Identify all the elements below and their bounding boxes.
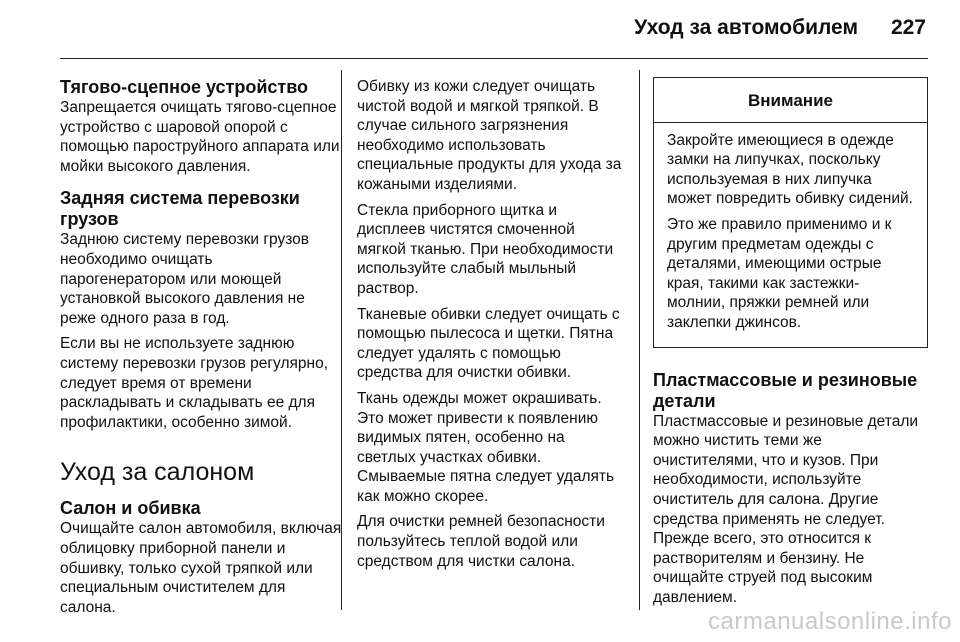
heading-interior-care: Уход за салоном [60, 458, 255, 487]
page-header [60, 0, 928, 59]
paragraph-clothing: Ткань одежды может окрашивать. Это может привести к появлению видимых пятен, особенно на светлых участках обивки. Смываемые пятна следует удалять как можно скорее. [357, 389, 615, 505]
column-2 [357, 77, 627, 577]
column-1 [60, 77, 342, 623]
paragraph-rear-carrier-2: Если вы не используете заднюю систему перевозки грузов регулярно, следует время от времени раскладывать и складывать ее для профилактики, особенно зимой. [60, 335, 328, 431]
notice-box [653, 77, 928, 348]
paragraph-rear-carrier-1: Заднюю систему перевозки грузов необходимо очищать парогенератором или моющей установкой высокого давления не реже одного раза в год. [60, 231, 309, 327]
paragraph-seatbelts: Для очистки ремней безопасности пользуйтесь теплой водой или средством для чистки салона. [357, 513, 605, 570]
watermark: carmanualsonline.info [708, 608, 952, 635]
heading-cabin-upholstery: Салон и обивка [60, 498, 201, 519]
column-divider [639, 70, 640, 610]
notice-body [654, 123, 927, 347]
heading-tow-hitch: Тягово-сцепное устройство [60, 77, 309, 97]
notice-paragraph-1: Закройте имеющиеся в одежде замки на липучках, поскольку используемая в них липучка может повредить обивку сидений. [667, 131, 913, 208]
heading-rear-carrier: Задняя система перевозки грузов [60, 188, 300, 230]
paragraph-leather: Обивку из кожи следует очищать чистой водой и мягкой тряпкой. В случае сильного загрязнения необходимо использовать специальные продукты для ухода за кожаными изделиями. [357, 78, 622, 193]
heading-plastic-rubber: Пластмассовые и резиновые детали [653, 369, 918, 411]
notice-paragraph-2: Это же правило применимо и к другим предметам одежды с деталями, имеющими острые края, такими как застежки-молнии, пряжки ремней или заклепки джинсов. [667, 215, 892, 331]
page-number: 227 [890, 16, 926, 39]
section-title: Уход за автомобилем [634, 16, 858, 39]
column-3 [653, 77, 928, 613]
paragraph-cabin: Очищайте салон автомобиля, включая облицовку приборной панели и обшивку, только сухой тряпкой или специальным очистителем для салона. [60, 520, 342, 616]
paragraph-tow-hitch: Запрещается очищать тягово-сцепное устройство с шаровой опорой с помощью пароструйного аппарата или мойки высокого давления. [60, 99, 340, 175]
notice-title: Внимание [654, 78, 927, 123]
paragraph-plastic-rubber: Пластмассовые и резиновые детали можно чистить теми же очистителями, что и кузов. При необходимости, используйте очиститель для салона. Другие средства применять не следует. Прежде всего, это относится к растворителям и бензину. Не очищайте струей под высоким давлением. [653, 412, 919, 606]
paragraph-fabric: Тканевые обивки следует очищать с помощью пылесоса и щетки. Пятна следует удалять с помощью средства для очистки обивки. [357, 305, 620, 382]
paragraph-displays: Стекла приборного щитка и дисплеев чистятся смоченной мягкой тканью. При необходимости используйте слабый мыльный раствор. [357, 201, 614, 297]
